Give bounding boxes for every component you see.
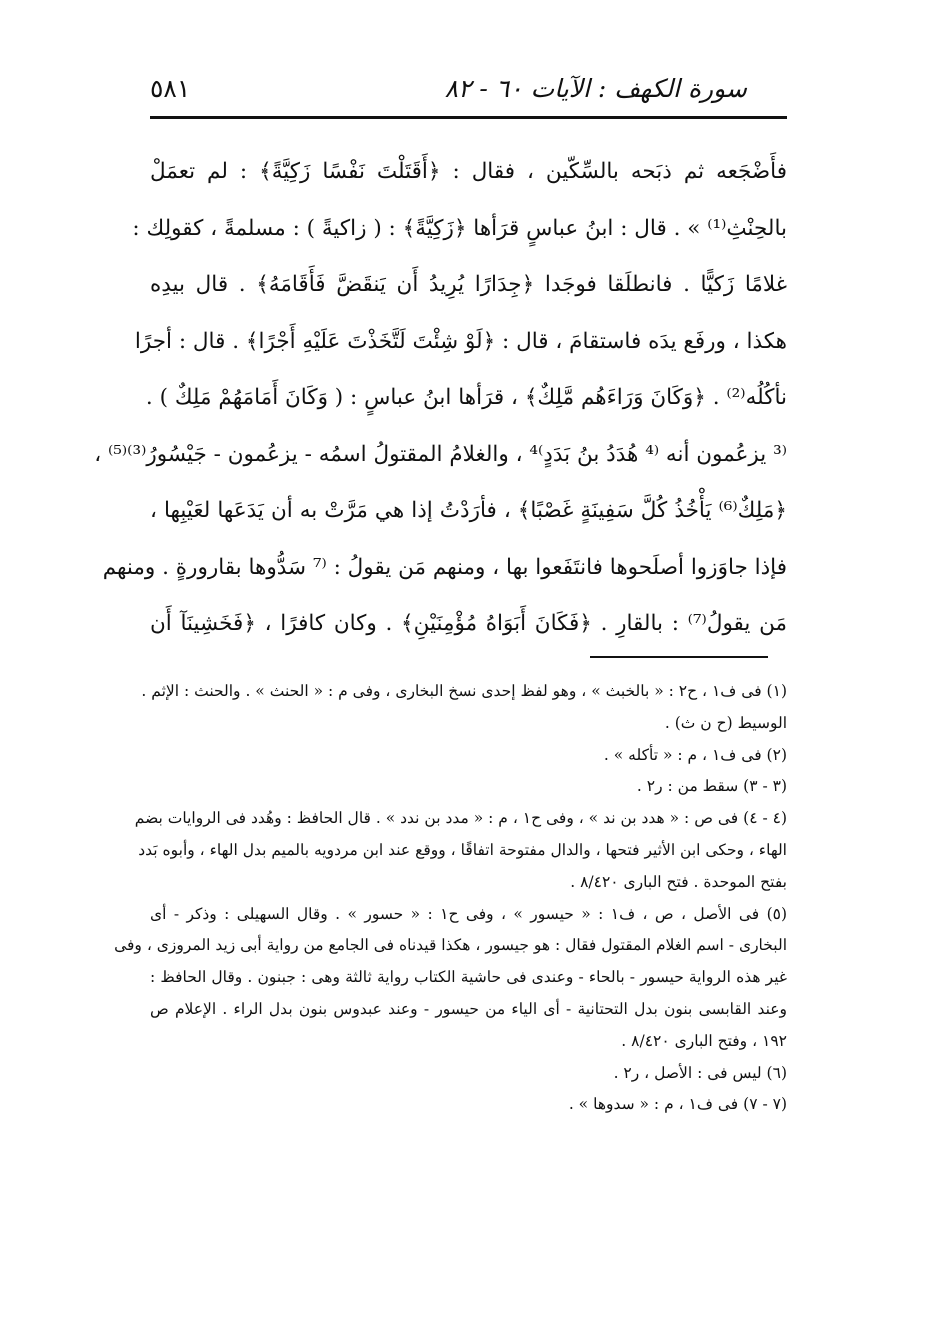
footnote-line: غير هذه الرواية حيسور - بالحاء - وعندى فى حاشية الكتاب رواية ثالثة وهى : جبنون . وقال الحافظ :: [150, 968, 787, 987]
header-rule: [150, 116, 787, 119]
text-line: نأكُلُه⁽²⁾ . ﴿وَكَانَ وَرَاءَهُم مَّلِكٌ﴾ ، قرَأها ابنُ عباسٍ : ( وَكَانَ أَمَامَهُمْ مَلِكٌ ) .: [145, 385, 787, 410]
text-line: ﴿مَلِكٌ⁽⁶⁾ يَأْخُذُ كُلَّ سَفِينَةٍ غَصْبًا﴾ ، فأرَدْتُ إذا هي مَرَّتْ به أن يَدَعَها لعَيْبِها ،: [150, 498, 787, 523]
footnote-line: (٥) فى الأصل ، ص ، ف١ : « حيسور » ، وفى ح١ : « حسور » . وقال السهيلى : وذكر - أى: [150, 904, 788, 923]
footnotes: [114, 676, 788, 1121]
text-line: بالحِنْثِ⁽¹⁾ » . قال : ابنُ عباسٍ قرَأها ﴿زَكِيَّةً﴾ : ( زاكيةً ) : مسلمةً ، كقولِك :: [132, 215, 787, 241]
text-line: فإذا جاوَزوا أصلَحوها فانتَفَعوا بها ، ومنهم مَن يقولُ : ⁽⁷ سَدُّوها بقارورةٍ . ومنهم: [102, 554, 787, 580]
footnote-line: (٦) ليس فى : الأصل ، ر٢ .: [613, 1063, 787, 1082]
footnote-line: البخارى - اسم الغلام المقتول فقال : هو جيسور ، هكذا قيدناه فى الجامع من رواية أبى زيد المروزى ، وفى: [114, 936, 787, 955]
footnote-line: (١) فى ف١ ، ح٢ : « بالخبث » ، وهو لفظ إحدى نسخ البخارى ، وفى م : « الحنث » . والحنث : الإثم .: [141, 682, 787, 700]
text-line: غلامًا زَكيًّا . فانطلَقا فوجَدا ﴿جِدَارًا يُرِيدُ أَن يَنقَضَّ فَأَقَامَهُ﴾ . قال بيدِه: [150, 272, 787, 297]
footnote-line: بفتح الموحدة . فتح البارى ٨/٤٢٠ .: [570, 872, 787, 891]
footnote-line: (٧ - ٧) فى ف١ ، م : « سدوها » .: [568, 1095, 787, 1114]
footnote-line: الهاء ، وحكى ابن الأثير فتحها ، والدال مفتوحة اتفاقًا ، ووقع عند ابن مردويه بالميم بدل الهاء ، وأبوه بَدد: [138, 840, 787, 859]
page-number: ٥٨١: [150, 73, 191, 103]
footnote-line: الوسيط (ح ن ث) .: [664, 713, 787, 732]
text-line: مَن يقولُ⁽⁷⁾ : بالقارِ . ﴿فَكَانَ أَبَوَاهُ مُؤْمِنَيْنِ﴾ . وكان كافرًا ، ﴿فَخَشِينَآ أَن: [150, 611, 787, 636]
running-title: سورة الكهف : الآيات ٦٠ - ٨٢: [444, 73, 747, 103]
footnote-line: (٣ - ٣) سقط من : ر٢ .: [636, 777, 787, 796]
footnote-line: (٢) فى ف١ ، م : « تأكله » .: [603, 745, 787, 764]
main-text: [94, 144, 787, 653]
footnote-line: (٤ - ٤) فى ص : « هدد بن ند » ، وفى ح١ ، م : « مدد بن ندد » . قال الحافظ : وهُدد فى الروايات بضم: [134, 809, 787, 828]
text-line: ⁽³ يزعُمون أنه ⁽⁴ هُدَدُ بنُ بَدَدٍ⁾⁴ ، والغلامُ المقتولُ اسمُه - يزعُمون - جَيْسُورُ⁽³⁾⁽⁵⁾ ،: [94, 441, 787, 467]
page-header: [150, 66, 787, 110]
footnote-separator: [590, 656, 768, 658]
footnote-line: وعند القابسى بنون بدل التحتانية - أى الياء من حيسور - وعند عبدوس بنون بدل الراء . الإعلام ص: [150, 999, 787, 1018]
footnote-line: ١٩٢ ، وفتح البارى ٨/٤٢٠ .: [621, 1031, 787, 1050]
text-line: هكذا ، ورفَع يدَه فاستقامَ ، قال : ﴿لَوْ شِئْتَ لَتَّخَذْتَ عَلَيْهِ أَجْرًا﴾ . قال : أجرًا: [134, 328, 787, 354]
text-line: فأَضْجَعه ثم ذبَحه بالسِّكّين ، فقال : ﴿أَقَتَلْتَ نَفْسًا زَكِيَّةً﴾ : لم تعمَلْ: [150, 159, 787, 184]
